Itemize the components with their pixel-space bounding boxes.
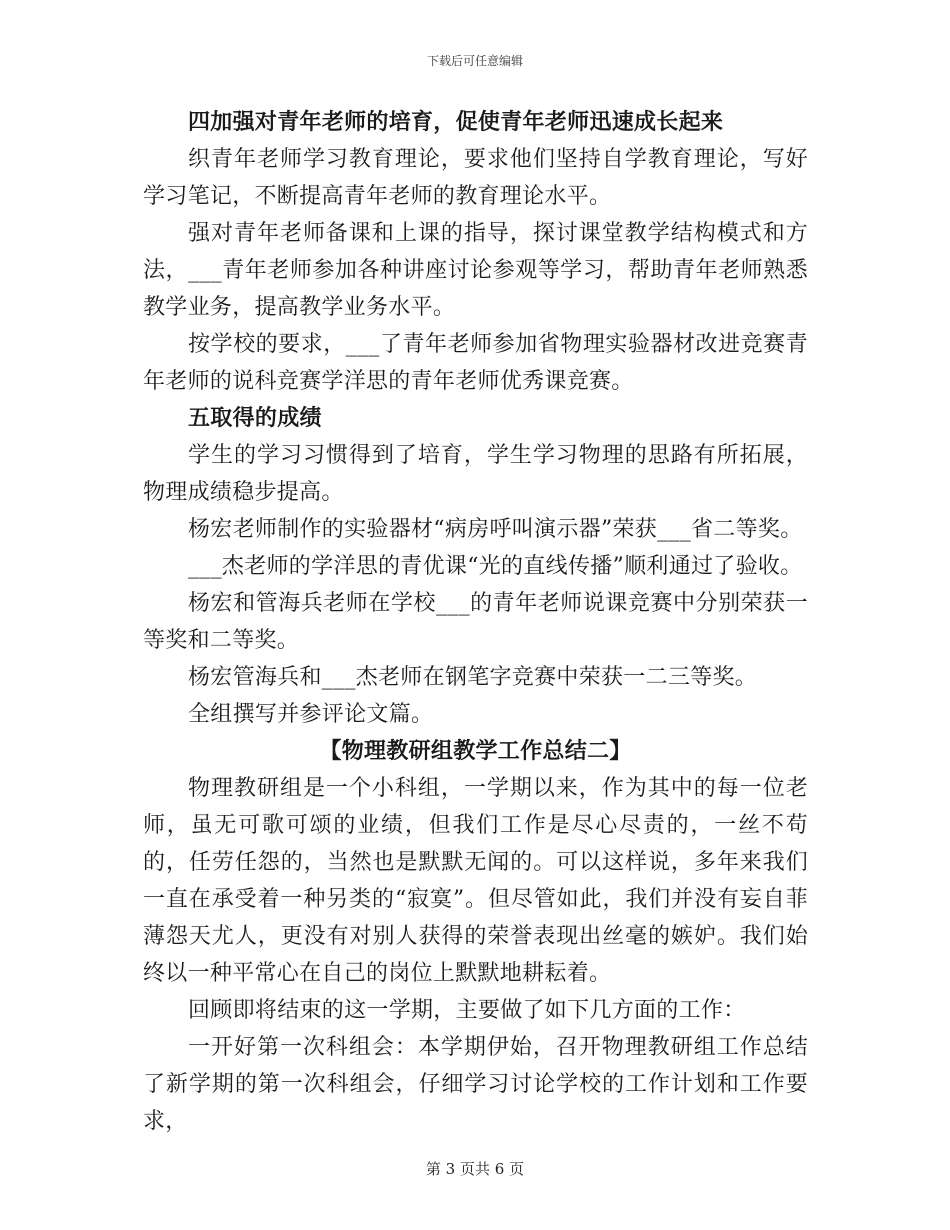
paragraph: ___杰老师的学洋思的青优课“光的直线传播”顺利通过了验收。 bbox=[188, 554, 803, 579]
paragraph: 全组撰写并参评论文篇。 bbox=[188, 702, 434, 727]
paragraph: 杨宏和管海兵老师在学校___的青年老师说课竞赛中分别荣获一等奖和二等奖。 bbox=[143, 591, 808, 653]
section-heading-4: 四加强对青年老师的培育，促使青年老师迅速成长起来 bbox=[188, 109, 724, 135]
paragraph: 物理教研组是一个小科组，一学期以来，作为其中的每一位老师，虽无可歌可颂的业绩，但我们工作是尽心尽责的，一丝不苟的，任劳任怨的，当然也是默默无闻的。可以这样说，多年来我们一直在承受着一种另类的“寂寞”。但尽管如此，我们并没有妄自菲薄怨天尤人，更没有对别人获得的荣誉表现出丝毫的嫉妒。我们始终以一种平常心在自己的岗位上默默地耕耘着。 bbox=[143, 776, 808, 986]
page-header: 下载后可任意编辑 bbox=[426, 54, 523, 68]
document-title-2: 【物理教研组教学工作总结二】 bbox=[319, 738, 632, 764]
paragraph: 杨宏管海兵和___杰老师在钢笔字竞赛中荣获一二三等奖。 bbox=[188, 665, 758, 690]
paragraph: 织青年老师学习教育理论，要求他们坚持自学教育理论，写好学习笔记，不断提高青年老师的教育理论水平。 bbox=[143, 147, 808, 209]
paragraph: 按学校的要求，___了青年老师参加省物理实验器材改进竞赛青年老师的说科竞赛学洋思的青年老师优秀课竞赛。 bbox=[143, 332, 808, 394]
paragraph: 杨宏老师制作的实验器材“病房呼叫演示器”荣获___省二等奖。 bbox=[188, 517, 803, 542]
paragraph: 回顾即将结束的这一学期，主要做了如下几方面的工作： bbox=[188, 998, 746, 1023]
paragraph: 一开好第一次科组会：本学期伊始，召开物理教研组工作总结了新学期的第一次科组会，仔细学习讨论学校的工作计划和工作要求， bbox=[143, 1035, 808, 1134]
page-footer: 第 3 页共 6 页 bbox=[425, 1160, 525, 1178]
section-heading-5: 五取得的成绩 bbox=[188, 405, 322, 431]
paragraph: 学生的学习习惯得到了培育，学生学习物理的思路有所拓展，物理成绩稳步提高。 bbox=[143, 443, 808, 505]
paragraph: 强对青年老师备课和上课的指导，探讨课堂教学结构模式和方法，___青年老师参加各种讲座讨论参观等学习，帮助青年老师熟悉教学业务，提高教学业务水平。 bbox=[143, 221, 808, 320]
document-body bbox=[143, 104, 808, 1140]
